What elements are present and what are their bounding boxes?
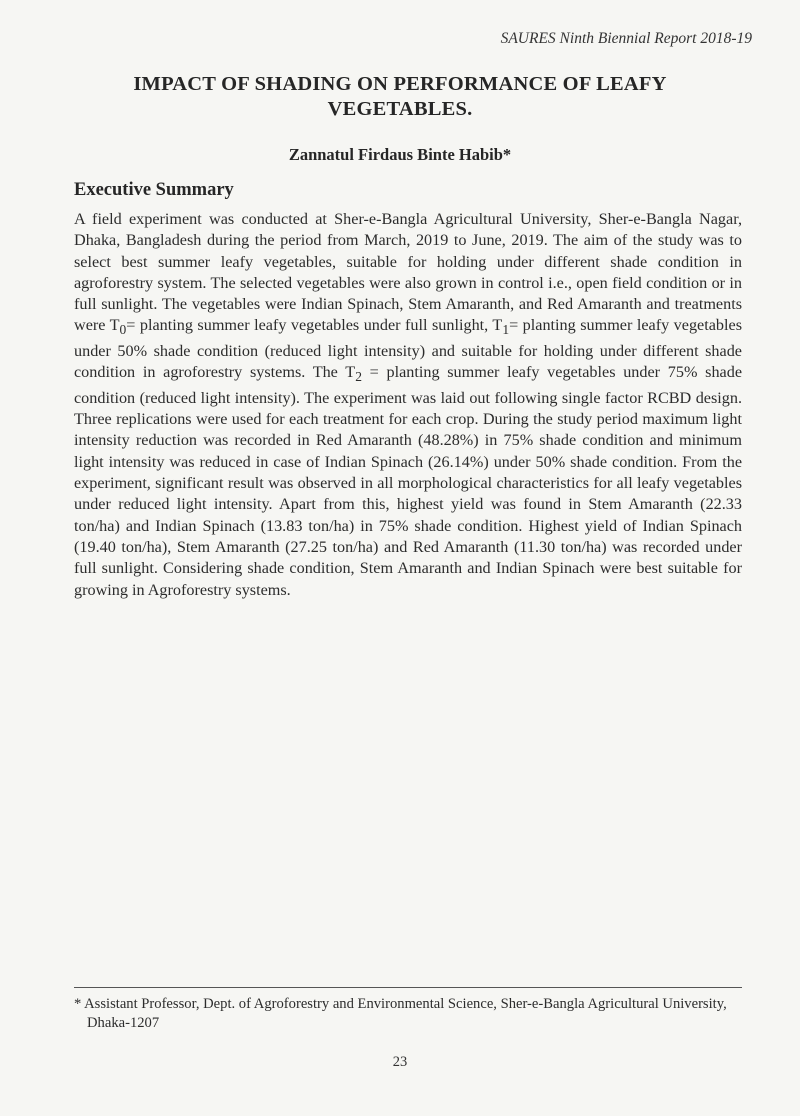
footnote-divider <box>74 987 742 988</box>
executive-summary-paragraph <box>74 209 742 601</box>
author-name: Zannatul Firdaus Binte Habib* <box>288 145 512 164</box>
subscript-0: 0 <box>119 322 127 338</box>
section-heading: Executive Summary <box>74 180 234 200</box>
subscript-2: 2 <box>355 369 362 385</box>
article-title: IMPACT OF SHADING ON PERFORMANCE OF LEAFY VEGETABLES. <box>133 73 667 120</box>
summary-text-part: A field experiment was conducted at Sher-e-Bangla Agricultural University, Sher-e-Bangla Nagar, Dhaka, Bangladesh during the period from March, 2019 to June, 2019. The aim of the study was to select best summer leafy vegetables, suitable for holding under different shade condition in agroforestry system. The selected vegetables were also grown in control i.e., open field condition or in full sunlight. The vegetables were Indian Spinach, Stem Amaranth, and Red Amaranth and treatments were T <box>74 210 742 335</box>
summary-text-part: = planting summer leafy vegetables under 50% shade condition (reduced light intensity) and suitable for holding under different shade condition in agroforestry systems. The T <box>74 316 742 382</box>
summary-text-part: = planting summer leafy vegetables under 75% shade condition (reduced light intensity). The experiment was laid out following single factor RCBD design. Three replications were used for each treatment for each crop. During the study period maximum light intensity reduction was recorded in Red Amaranth (48.28%) in 75% shade condition and minimum light intensity was reduced in case of Indian Spinach (26.14%) under 50% shade condition. From the experiment, significant result was observed in all morphological characteristics for all leafy vegetables under reduced light intensity. Apart from this, highest yield was found in Stem Amaranth (22.33 ton/ha) and Indian Spinach (13.83 ton/ha) in 75% shade condition. Highest yield of Indian Spinach (19.40 ton/ha), Stem Amaranth (27.25 ton/ha) and Red Amaranth (11.30 ton/ha) was recorded under full sunlight. Considering shade condition, Stem Amaranth and Indian Spinach were best suitable for growing in Agroforestry systems. <box>74 363 743 599</box>
page-number: 23 <box>392 1054 408 1070</box>
running-header: SAURES Ninth Biennial Report 2018-19 <box>500 30 752 47</box>
subscript-1: 1 <box>502 322 510 338</box>
author-footnote: * Assistant Professor, Dept. of Agroforestry and Environmental Science, Sher-e-Bangla Agricultural University, Dhaka-1207 <box>74 996 727 1031</box>
summary-text-part: = planting summer leafy vegetables under full sunlight, T <box>126 316 503 335</box>
